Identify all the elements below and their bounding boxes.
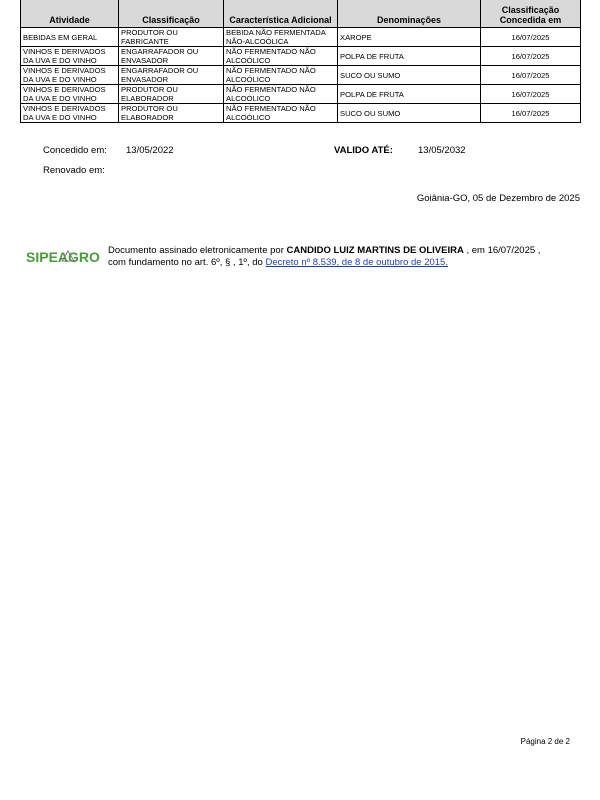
cell-classificacao: PRODUTOR OU ELABORADOR [119, 104, 224, 123]
cell-denominacao: POLPA DE FRUTA [338, 47, 481, 66]
decree-link[interactable]: Decreto nº 8.539, de 8 de outubro de 2015. [265, 257, 448, 268]
signature-line1-prefix: Documento assinado eletronicamente por [108, 245, 284, 256]
page-number: Página 2 de 2 [520, 737, 570, 746]
cell-denominacao: SUCO OU SUMO [338, 66, 481, 85]
cell-caracteristica: NÃO FERMENTADO NÃO ALCOÓLICO [224, 47, 338, 66]
header-denominacoes: Denominações [338, 0, 481, 28]
classification-table [20, 0, 581, 123]
cell-data: 16/07/2025 [481, 104, 581, 123]
signer-name: CANDIDO LUIZ MARTINS DE OLIVEIRA [286, 245, 464, 256]
header-classificacao: Classificação [119, 0, 224, 28]
header-caracteristica: Característica Adicional [224, 0, 338, 28]
cell-classificacao: PRODUTOR OU ELABORADOR [119, 85, 224, 104]
cell-atividade: VINHOS E DERIVADOS DA UVA E DO VINHO [21, 104, 119, 123]
sipeagro-logo-text: SIPEAGRO [26, 249, 100, 265]
signature-text [108, 245, 540, 269]
header-atividade: Atividade [21, 0, 119, 28]
cell-atividade: VINHOS E DERIVADOS DA UVA E DO VINHO [21, 85, 119, 104]
table-row [21, 66, 581, 85]
cell-classificacao: PRODUTOR OU FABRICANTE [119, 28, 224, 47]
header-data-concedida: Classificação Concedida em [481, 0, 581, 28]
cell-denominacao: POLPA DE FRUTA [338, 85, 481, 104]
sipeagro-logo [26, 247, 108, 265]
table-row [21, 47, 581, 66]
table-row [21, 85, 581, 104]
signature-line2-prefix: com fundamento no art. 6º, § , 1º, do [108, 257, 263, 268]
concedido-value: 13/05/2022 [126, 145, 174, 156]
cell-caracteristica: NÃO FERMENTADO NÃO ALCOÓLICO [224, 66, 338, 85]
table-row [21, 104, 581, 123]
table-header-row [21, 0, 581, 28]
cell-data: 16/07/2025 [481, 28, 581, 47]
table-row [21, 28, 581, 47]
cell-caracteristica: BEBIDA NÃO FERMENTADA NÃO-ALCOÓLICA [224, 28, 338, 47]
cell-caracteristica: NÃO FERMENTADO NÃO ALCOÓLICO [224, 85, 338, 104]
cell-classificacao: ENGARRAFADOR OU ENVASADOR [119, 47, 224, 66]
cell-denominacao: XAROPE [338, 28, 481, 47]
cell-data: 16/07/2025 [481, 85, 581, 104]
valido-label: VALIDO ATÉ: [334, 145, 393, 156]
concedido-label: Concedido em: [43, 145, 107, 156]
cell-data: 16/07/2025 [481, 66, 581, 85]
place-date: Goiânia-GO, 05 de Dezembro de 2025 [416, 193, 580, 204]
signature-line1-suffix: , em 16/07/2025 , [466, 245, 541, 256]
renovado-label: Renovado em: [43, 165, 105, 176]
cell-data: 16/07/2025 [481, 47, 581, 66]
cell-atividade: VINHOS E DERIVADOS DA UVA E DO VINHO [21, 47, 119, 66]
cell-classificacao: ENGARRAFADOR OU ENVASADOR [119, 66, 224, 85]
cell-atividade: BEBIDAS EM GERAL [21, 28, 119, 47]
valido-value: 13/05/2032 [418, 145, 466, 156]
cell-atividade: VINHOS E DERIVADOS DA UVA E DO VINHO [21, 66, 119, 85]
cell-caracteristica: NÃO FERMENTADO NÃO ALCOÓLICO [224, 104, 338, 123]
cell-denominacao: SUCO OU SUMO [338, 104, 481, 123]
